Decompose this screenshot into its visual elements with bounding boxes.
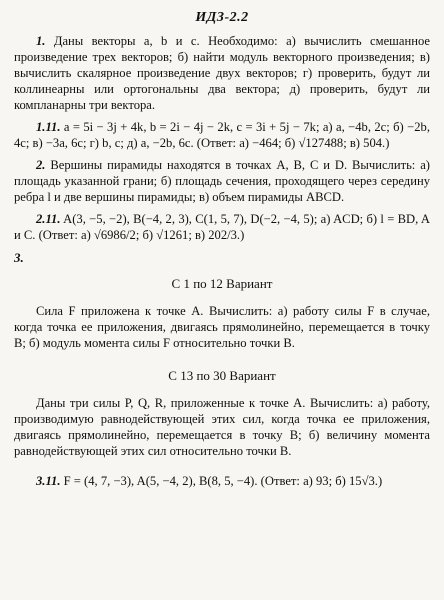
task3-item-text: F = (4, 7, −3), A(5, −4, 2), B(8, 5, −4). (Ответ: а) 93; б) 15√3.) — [63, 473, 383, 488]
task1-number: 1. — [36, 34, 46, 48]
task1-statement: Даны векторы a, b и c. Необходимо: а) вычислить смешанное произведение трех векторов; б) найти модуль векторного произведения; в) вычислить скалярное произведение двух векторов; г) проверить, будут ли коллинеарны или ортогональны два вектора; д) проверить, будут ли компланарны три вектора. — [14, 34, 430, 112]
task3-item-number: 3.11. — [36, 473, 61, 488]
task2-item-text: A(3, −5, −2), B(−4, 2, 3), C(1, 5, 7), D(−2, −4, 5); а) ACD; б) l = BD, A и C. (Ответ: а) √6986/2; б) √1261; в) 202/3.) — [14, 211, 430, 242]
page-title: ИДЗ-2.2 — [195, 10, 249, 25]
task2-statement: Вершины пирамиды находятся в точках A, B, C и D. Вычислить: а) площадь указанной грани; б) площадь сечения, проходящего через середину ребра l и две вершины пирамиды; в) объем пирамиды ABCD. — [14, 157, 430, 204]
task1-item-text: a = 5i − 3j + 4k, b = 2i − 4j − 2k, c = 3i + 5j − 7k; а) a, −4b, 2c; б) −2b, 4c; в) −3a, 6c; г) b, c; д) a, −2b, 6c. (Ответ: а) −464; б) √127488; в) 504.) — [14, 119, 430, 150]
task2-item — [14, 212, 430, 244]
task1-paragraph — [14, 34, 430, 114]
task1-item — [14, 120, 430, 152]
task2-item-number: 2.11. — [36, 211, 61, 226]
variant2-header: С 13 по 30 Вариант — [168, 367, 276, 383]
task2-paragraph — [14, 158, 430, 206]
variant1-text: Сила F приложена к точке A. Вычислить: а) работу силы F в случае, когда точка ее приложения, двигаясь прямолинейно, перемещается в точку B; б) модуль момента силы F относительно точки B. — [14, 303, 430, 350]
task1-item-number: 1.11. — [36, 119, 61, 134]
task2-number: 2. — [36, 157, 46, 172]
task3-item — [14, 474, 430, 490]
variant2-text: Даны три силы P, Q, R, приложенные к точке A. Вычислить: а) работу, производимую равнодействующей этих сил, когда точка ее приложения, двигаясь прямолинейно, перемещается в точку B; б) величину момента равнодействующей этих сил относительно точки B. — [14, 395, 430, 458]
task3-number: 3. — [14, 249, 24, 265]
variant1-header: С 1 по 12 Вариант — [171, 275, 273, 291]
